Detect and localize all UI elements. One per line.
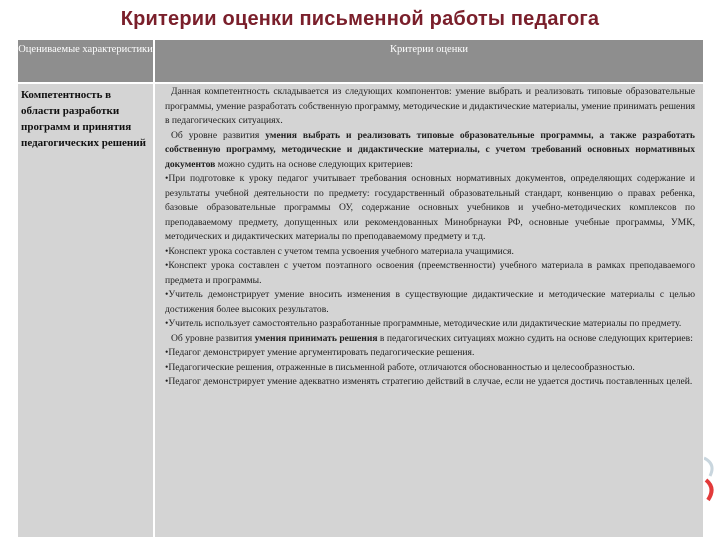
criteria-bullet: •Педагог демонстрирует умение аргументировать педагогические решения. [165,347,475,358]
criteria-cell [155,84,703,537]
characteristic-cell [18,84,153,537]
criteria-bullet: •При подготовке к уроку педагог учитывает требования основных нормативных документов, определяющих содержание и результаты учебной деятельности по предмету: государственный образовательный стандарт, конвенцию о правах ребенка, базовые образовательные программы ОУ, содержание основных учебников и учебно-методических комплексов по преподаваемому предмету, допущенных или рекомендованных Минобрнауки РФ, основные учебные программы, УМК, методических и дидактических материалы по преподаваемому предмету и т.д. [165,173,695,242]
criteria-bullet: •Конспект урока составлен с учетом темпа усвоения учебного материала учащимися. [165,245,514,257]
header-characteristics: Оцениваемые характеристики [18,40,153,82]
criteria-bullet: •Учитель использует самостоятельно разработанные программные, методические или дидактические материалы по предмету. [165,318,682,329]
criteria-level1: Об уровне развития умения выбрать и реализовать типовые образовательные программы, а также разработать собственную программу, методические и дидактические материалы, с учетом требований основных нормативных документов можно судить на основе следующих критериев: [165,129,695,170]
header-criteria: Критерии оценки [155,40,703,82]
criteria-table [17,39,704,538]
criteria-intro: Данная компетентность складывается из следующих компонентов: умение выбрать и реализовать типовые образовательные программы, умение разработать собственную программу, методические и дидактические материалы, умение принимать решения в педагогических ситуациях. [165,86,695,126]
criteria-bullet: •Педагог демонстрирует умение адекватно изменять стратегию действий в случае, если не удается достичь поставленных целей. [165,376,693,387]
criteria-bullet: •Конспект урока составлен с учетом поэтапного освоения (преемственности) учебного материала в рамках преподаваемого предмета и программы. [165,260,695,286]
criteria-bullet: •Педагогические решения, отраженные в письменной работе, отличаются обоснованностью и целесообразностью. [165,361,635,373]
page-title: Критерии оценки письменной работы педагога [120,8,600,30]
criteria-bullet: •Учитель демонстрирует умение вносить изменения в существующие дидактические и методические материалы с целью достижения более высоких результатов. [165,289,695,315]
criteria-level2: Об уровне развития умения принимать решения в педагогических ситуациях можно судить на основе следующих критериев: [171,332,693,344]
characteristic-text: Компетентность в области разработки программ и принятия педагогических решений [21,89,146,149]
